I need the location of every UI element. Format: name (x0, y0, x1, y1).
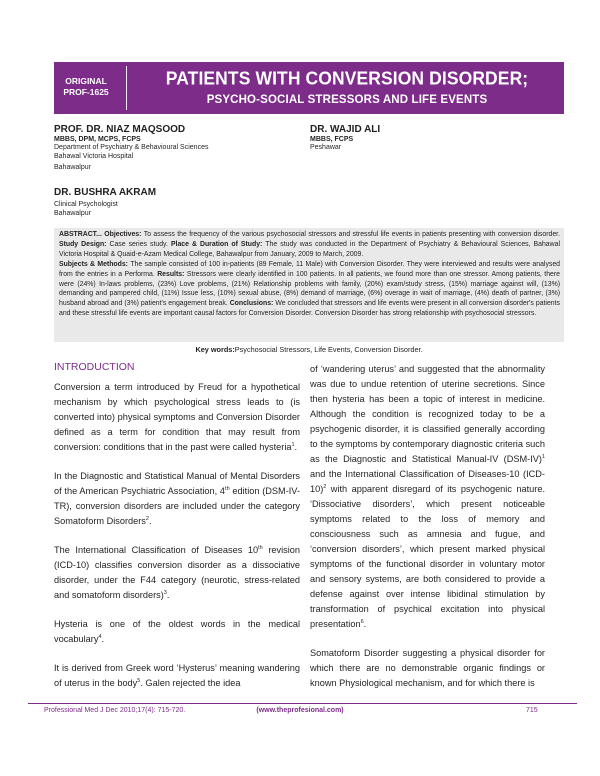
author-block (310, 124, 550, 152)
body-paragraph (54, 617, 300, 647)
author-affiliation: Department of Psychiatry & Behavioural Sciences (54, 144, 209, 151)
text-run: Stressors were clearly identified in 100 patients. In all patients, we found more than one stressor. Among patients, there were (24%) In-laws problems, (23%) Love problems, (21%) Relationship problems with family, (20%) exam/study stress, (15%) marriage against will, (13%) demanding and pampered child, (11%) Issue less, (10%) sexual abuse, (8%) demand of marriage, (6%) overage in wait of marriage, (4%) death of partner, (3%) husband abroad and (3%) patient's engagement break. (59, 270, 560, 308)
reference-marker: 1 (291, 441, 295, 448)
reference-marker: th (225, 485, 230, 492)
reference-marker: 3 (163, 589, 167, 596)
reference-marker: th (258, 544, 263, 551)
article-subtitle: PSYCHO-SOCIAL STRESSORS AND LIFE EVENTS (206, 94, 488, 106)
keywords-text: Psychosocial Stressors, Life Events, Conversion Disorder. (234, 345, 423, 354)
bold-run: Study Design: (59, 240, 110, 248)
body-paragraph (54, 380, 300, 455)
text-run: Case series study. (109, 240, 171, 248)
author-block (54, 124, 294, 172)
text-run: . (166, 590, 170, 600)
text-run: Hysteria is one of the oldest words in the medical vocabulary (54, 619, 300, 644)
body-paragraph (54, 543, 300, 603)
reference-marker: 2 (323, 483, 327, 490)
text-run: It is derived from Greek word ‘Hysterus’ meaning wandering of uterus in the body (54, 663, 300, 688)
text-run: Conversion a term introduced by Freud for a hypothetical mechanism by which psychological stress leads to (is converted into) physical symptoms and Conversion Disorder defined as a term for condition that may result from conversion: conditions that in the past were called hysteria (54, 382, 300, 452)
text-run: We concluded that stressors and life events were present in all conversion disorder's patients and these stressful life events are important causal factors for Conversion Disorder. Conversion Disorder has strong relationship with psychosocial stressors. (59, 300, 560, 318)
abstract-paragraph (59, 260, 560, 319)
text-run: with apparent disregard of its psychogenic nature. ‘Dissociative disorders’, which present noticeable symptoms related to the loss of memory and consciousness such as amnesia and fugue, and ‘conversion disorders’, which present marked physical symptoms of the functional disorder in voluntary motor and sensory systems, are both considered to provide a defense against over intense libidinal stimulation by transformation of psychical excitation into physical presentation (310, 484, 545, 629)
text-run: . (294, 442, 298, 452)
reference-marker: 4 (98, 633, 102, 640)
keywords (54, 345, 564, 354)
text-run: The International Classification of Diseases 10 (54, 545, 259, 555)
text-run: . (148, 516, 152, 526)
banner-divider (126, 66, 127, 110)
bold-run: Place & Duration of Study: (170, 240, 266, 248)
text-run: of ‘wandering uterus’ and suggested that the abnormality was due to undue retention of uterine secretions. Since then hysteria has been a topic of interest in medicine. Although the condition is recognized today to be a psychogenic disorder, it is classified generally according to the symptoms by contemporary diagnostic criteria such as the Diagnostic and Statistical Manual-IV (DSM-IV) (310, 364, 545, 464)
reference-marker: 2 (145, 515, 149, 522)
text-run: revision (ICD-10) classifies conversion disorder as a dissociative disorder, under the F44 category (neurotic, stress-related and somatoform disorders) (54, 545, 300, 600)
text-run: To assess the frequency of the various psychosocial stressors and stressful life events in patients presenting with conversion disorder. (143, 231, 560, 238)
author-affiliation: Peshawar (310, 144, 342, 151)
text-run: edition (DSM-IV-TR), conversion disorders are included under the category Somatoform Disorders (54, 486, 300, 526)
author-name: DR. BUSHRA AKRAM (54, 187, 157, 198)
article-title: PATIENTS WITH CONVERSION DISORDER; (165, 67, 529, 89)
bold-run: Conclusions: (229, 300, 276, 308)
bold-run: Results: (157, 270, 187, 278)
article-id: PROF-1625 (63, 87, 109, 97)
author-degrees: MBBS, FCPS (310, 136, 354, 143)
abstract-paragraph (59, 230, 560, 260)
body-paragraph (54, 469, 300, 529)
article-type-label: ORIGINAL (65, 76, 107, 86)
bold-run: ABSTRACT... Objectives: (59, 231, 144, 238)
right-column (310, 362, 545, 691)
body-paragraph (54, 661, 300, 691)
author-affiliation: Bahawalpur (54, 164, 91, 171)
body-paragraph (310, 362, 545, 632)
author-name: PROF. DR. NIAZ MAQSOOD (54, 124, 186, 135)
left-column (54, 380, 300, 691)
abstract-text (59, 230, 560, 319)
reference-marker: 1 (541, 453, 545, 460)
text-run: The study was conducted in the Department of Psychiatry & Behavioural Sciences, Bahawal Victoria Hospital & Quaid-e-Azam Medical College, Bahawalpur from January, 2009 to March, 2009. (59, 240, 560, 258)
text-run: . Galen rejected the idea (140, 678, 241, 688)
article-type (54, 76, 118, 98)
author-affiliation: Clinical Psychologist (54, 201, 118, 208)
text-run: In the Diagnostic and Statistical Manual of Mental Disorders of the American Psychiatric Association, 4 (54, 471, 300, 496)
page-number: 715 (526, 707, 538, 714)
author-name: DR. WAJID ALI (310, 124, 381, 135)
text-run: and the International Classification of Diseases-10 (ICD-10) (310, 469, 545, 494)
author-affiliation: Bahawalpur (54, 210, 91, 217)
text-run: . (101, 634, 105, 644)
text-run: The sample consisted of 100 in-patients (89 Female, 11 Male) with Conversion Disorder. They were interviewed and results were analysed from the entries in a Performa. (59, 260, 561, 278)
body-paragraph (310, 646, 545, 691)
author-degrees: MBBS, DPM, MCPS, FCPS (54, 136, 141, 143)
keywords-label: Key words: (195, 345, 235, 354)
text-run: Somatoform Disorder suggesting a physical disorder for which there are no demonstrable organic findings or known Physiological mechanism, and for which there is (310, 648, 545, 688)
reference-marker: 6 (360, 618, 364, 625)
journal-citation: Professional Med J Dec 2010;17(4): 715-720. (44, 707, 186, 714)
journal-website: (www.theprofesional.com) (256, 707, 344, 714)
section-heading: INTRODUCTION (54, 361, 135, 373)
author-affiliation: Bahawal Victoria Hospital (54, 153, 134, 160)
bold-run: Subjects & Methods: (59, 260, 131, 268)
reference-marker: 5 (137, 677, 141, 684)
text-run: . (363, 619, 367, 629)
author-block (54, 187, 294, 218)
footer-rule (28, 703, 577, 704)
